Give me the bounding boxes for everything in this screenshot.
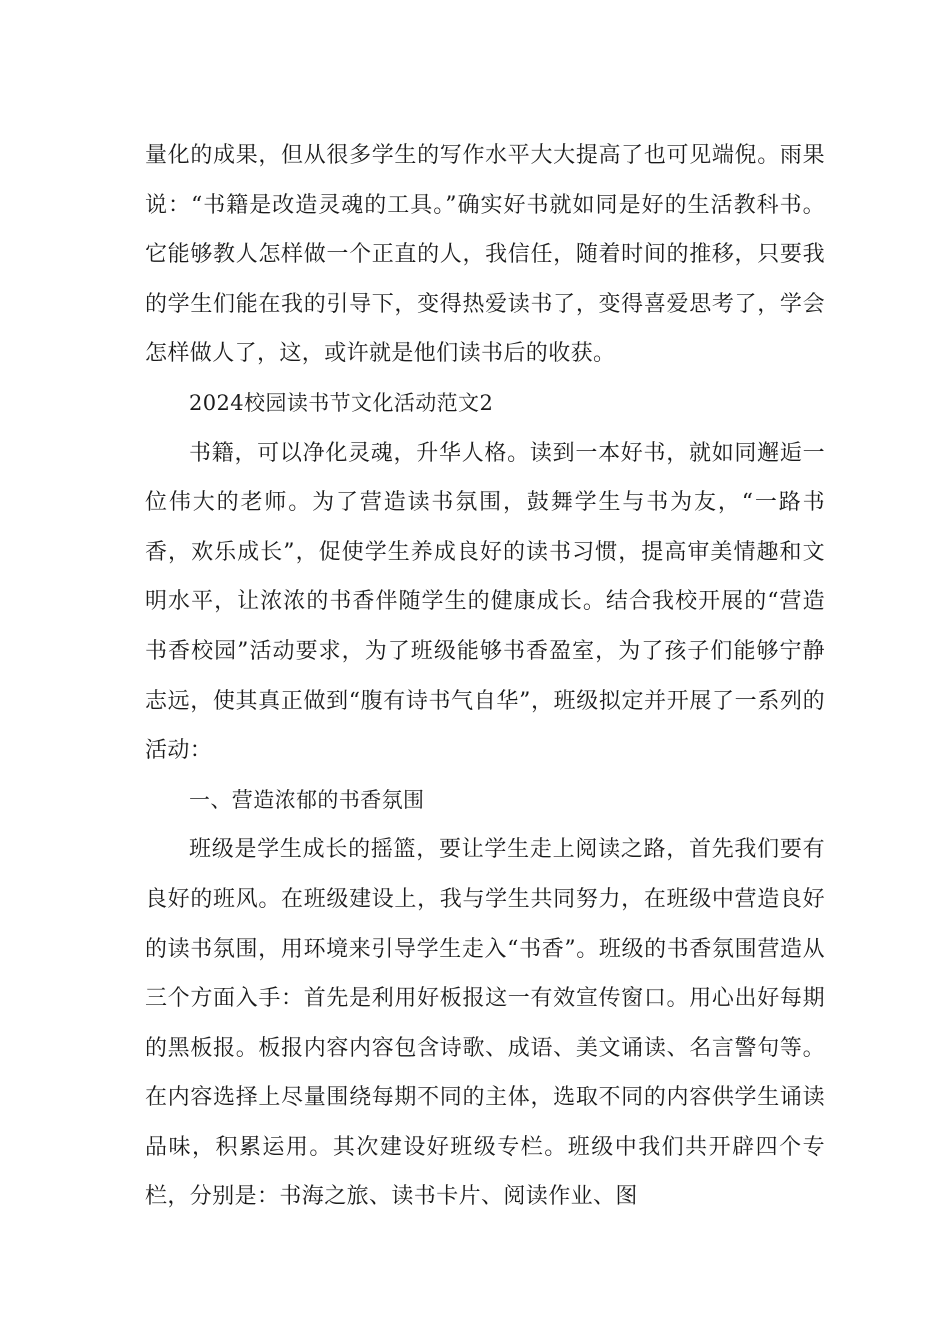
- paragraph-intro: 书籍，可以净化灵魂，升华人格。读到一本好书，就如同邂逅一位伟大的老师。为了营造读书氛围，鼓舞学生与书为友，“一路书香，欢乐成长”，促使学生养成良好的读书习惯，提高审美情趣和文明水平，让浓浓的书香伴随学生的健康成长。结合我校开展的“营造书香校园”活动要求，为了班级能够书香盈室，为了孩子们能够宁静志远，使其真正做到“腹有诗书气自华”，班级拟定并开展了一系列的活动：: [145, 440, 825, 764]
- section-title: 2024校园读书节文化活动范文2: [189, 390, 494, 415]
- paragraph-body: 班级是学生成长的摇篮，要让学生走上阅读之路，首先我们要有良好的班风。在班级建设上，我与学生共同努力，在班级中营造良好的读书氛围，用环境来引导学生走入“书香”。班级的书香氛围营造从三个方面入手：首先是利用好板报这一有效宣传窗口。用心出好每期的黑板报。板报内容内容包含诗歌、成语、美文诵读、名言警句等。在内容选择上尽量围绕每期不同的主体，选取不同的内容供学生诵读品味，积累运用。其次建设好班级专栏。班级中我们共开辟四个专栏，分别是：书海之旅、读书卡片、阅读作业、图: [145, 837, 825, 1210]
- section-heading: 一、营造浓郁的书香氛围: [189, 787, 425, 812]
- paragraph-continuation: 量化的成果，但从很多学生的写作水平大大提高了也可见端倪。雨果说：“书籍是改造灵魂的工具。”确实好书就如同是好的生活教科书。它能够教人怎样做一个正直的人，我信任，随着时间的推移，只要我的学生们能在我的引导下，变得热爱读书了，变得喜爱思考了，学会怎样做人了，这，或许就是他们读书后的收获。: [145, 143, 825, 367]
- document-body: [145, 131, 825, 1222]
